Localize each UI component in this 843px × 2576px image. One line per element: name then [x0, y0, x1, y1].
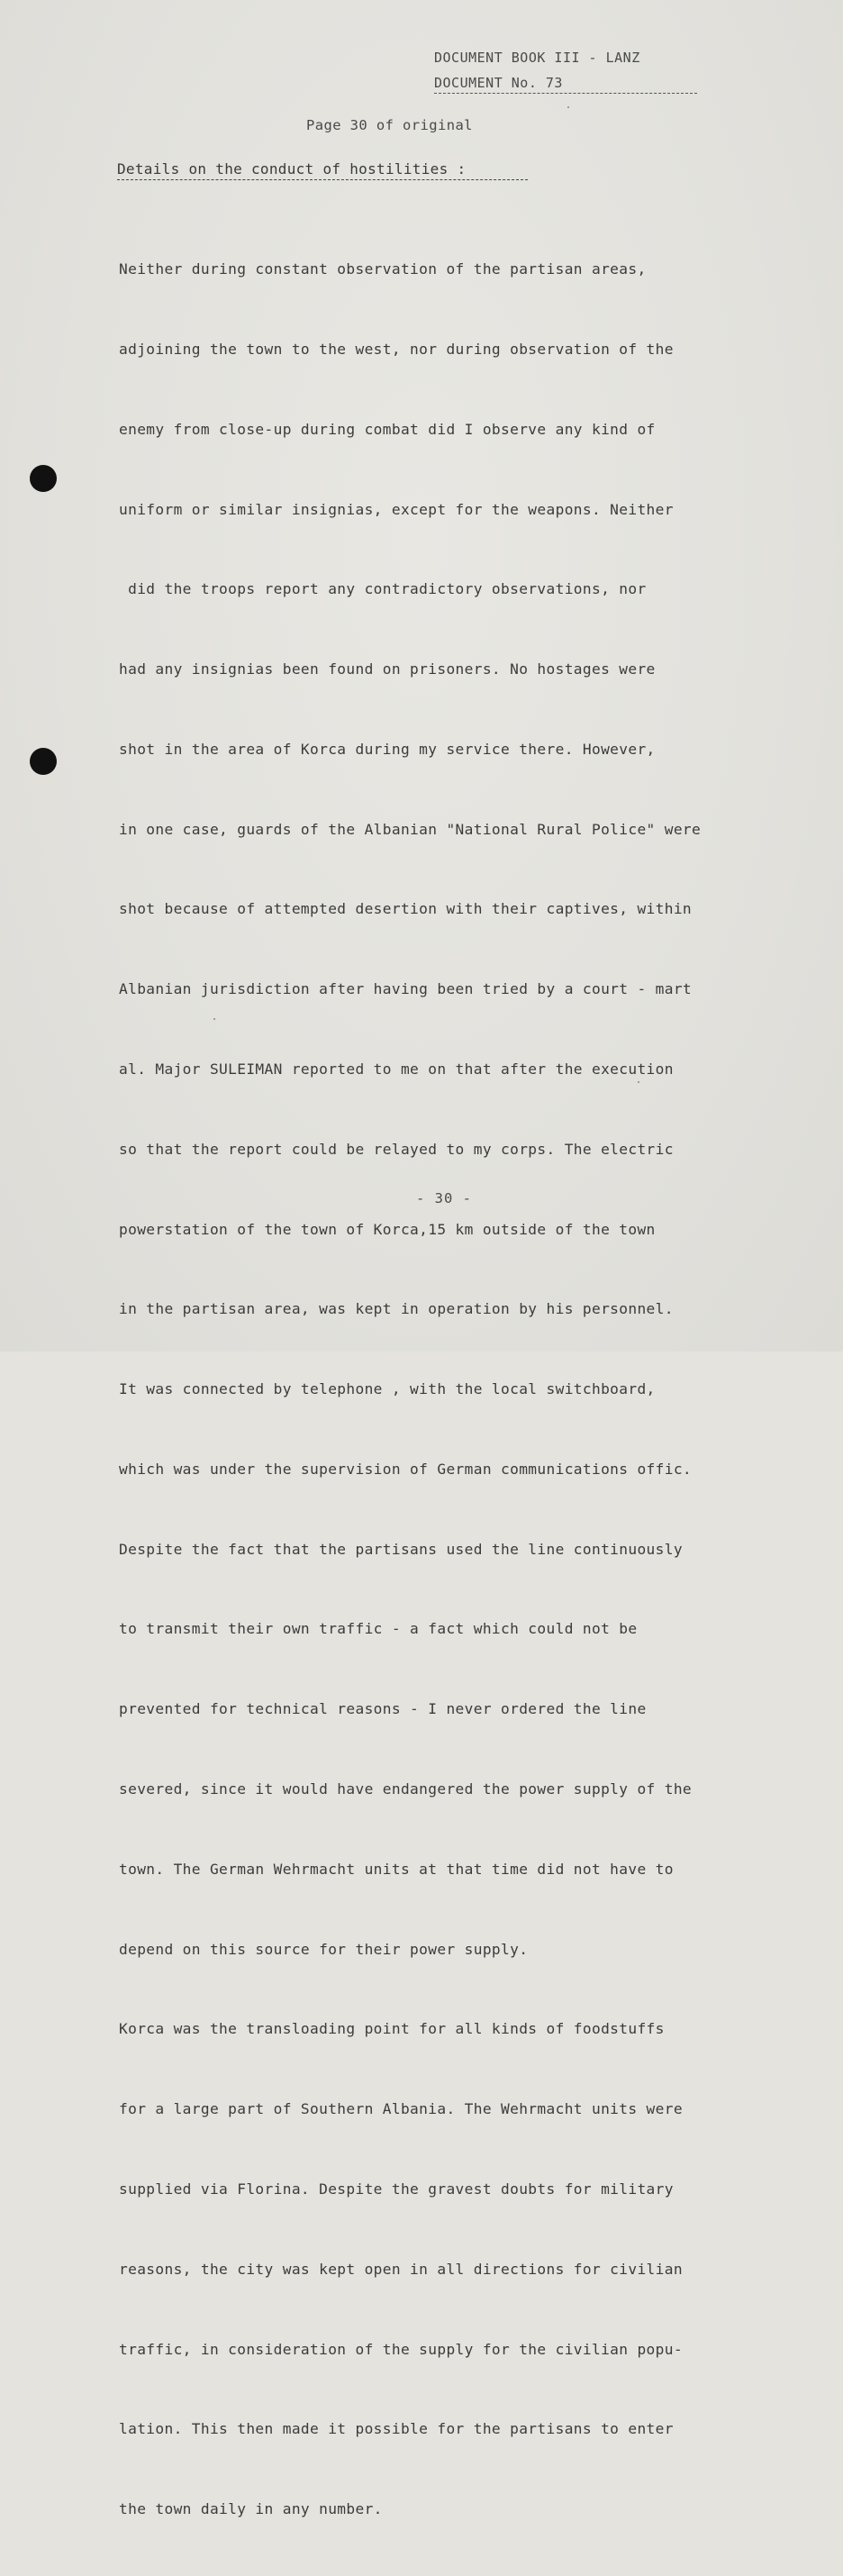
body-line: shot in the area of Korca during my service there. However, — [119, 740, 656, 758]
document-number-label: DOCUMENT No. 73 — [434, 75, 563, 91]
body-line: reasons, the city was kept open in all directions for civilian — [119, 2260, 683, 2278]
punch-hole-icon — [30, 465, 57, 492]
document-book-label: DOCUMENT BOOK III - LANZ — [434, 50, 640, 66]
document-header — [434, 45, 640, 96]
page-number: - 30 - — [416, 1190, 472, 1206]
page-reference: Page 30 of original — [306, 117, 473, 133]
body-line: Despite the fact that the partisans used the line continuously — [119, 1540, 683, 1558]
body-line: in the partisan area, was kept in operation by his personnel. — [119, 1300, 674, 1318]
body-line: town. The German Wehrmacht units at that time did not have to — [119, 1860, 674, 1878]
body-text — [119, 203, 794, 2576]
body-line: depend on this source for their power supply. — [119, 1940, 529, 1958]
body-line: so that the report could be relayed to my corps. The electric — [119, 1140, 674, 1158]
body-line: traffic, in consideration of the supply for the civilian popu- — [119, 2340, 683, 2358]
header-rule — [434, 93, 697, 94]
body-line: prevented for technical reasons - I never ordered the line — [119, 1700, 647, 1718]
body-line: enemy from close-up during combat did I observe any kind of — [119, 420, 656, 438]
body-line: the town daily in any number. — [119, 2500, 383, 2518]
body-line: uniform or similar insignias, except for the weapons. Neither — [119, 500, 674, 518]
body-line: Korca was the transloading point for all kinds of foodstuffs — [119, 2020, 665, 2038]
body-line: al. Major SULEIMAN reported to me on that after the execution — [119, 1060, 674, 1078]
body-line: had any insignias been found on prisoners. No hostages were — [119, 660, 656, 678]
section-title — [117, 160, 466, 177]
body-line: did the troops report any contradictory observations, nor — [119, 580, 647, 598]
body-line: in one case, guards of the Albanian "National Rural Police" were — [119, 820, 702, 838]
body-line: powerstation of the town of Korca,15 km outside of the town — [119, 1220, 656, 1238]
body-line: Neither during constant observation of the partisan areas, — [119, 260, 647, 278]
body-line: for a large part of Southern Albania. The Wehrmacht units were — [119, 2100, 683, 2118]
body-line: lation. This then made it possible for the partisans to enter — [119, 2420, 674, 2438]
paper-speck — [213, 1018, 215, 1020]
punch-hole-icon — [30, 748, 57, 775]
body-line: shot because of attempted desertion with their captives, within — [119, 900, 693, 918]
body-line: supplied via Florina. Despite the gravest doubts for military — [119, 2180, 674, 2198]
body-line: It was connected by telephone , with the local switchboard, — [119, 1380, 656, 1398]
section-title-underline — [117, 179, 528, 180]
body-line: which was under the supervision of German communications offic. — [119, 1460, 693, 1478]
body-line: Albanian jurisdiction after having been tried by a court - mart — [119, 980, 693, 998]
body-line: severed, since it would have endangered the power supply of the — [119, 1780, 693, 1798]
paper-speck — [638, 1081, 639, 1083]
body-line: adjoining the town to the west, nor during observation of the — [119, 340, 674, 358]
body-line: to transmit their own traffic - a fact which could not be — [119, 1620, 638, 1638]
paper-speck — [567, 106, 569, 108]
section-title-text: Details on the conduct of hostilities : — [117, 160, 467, 177]
